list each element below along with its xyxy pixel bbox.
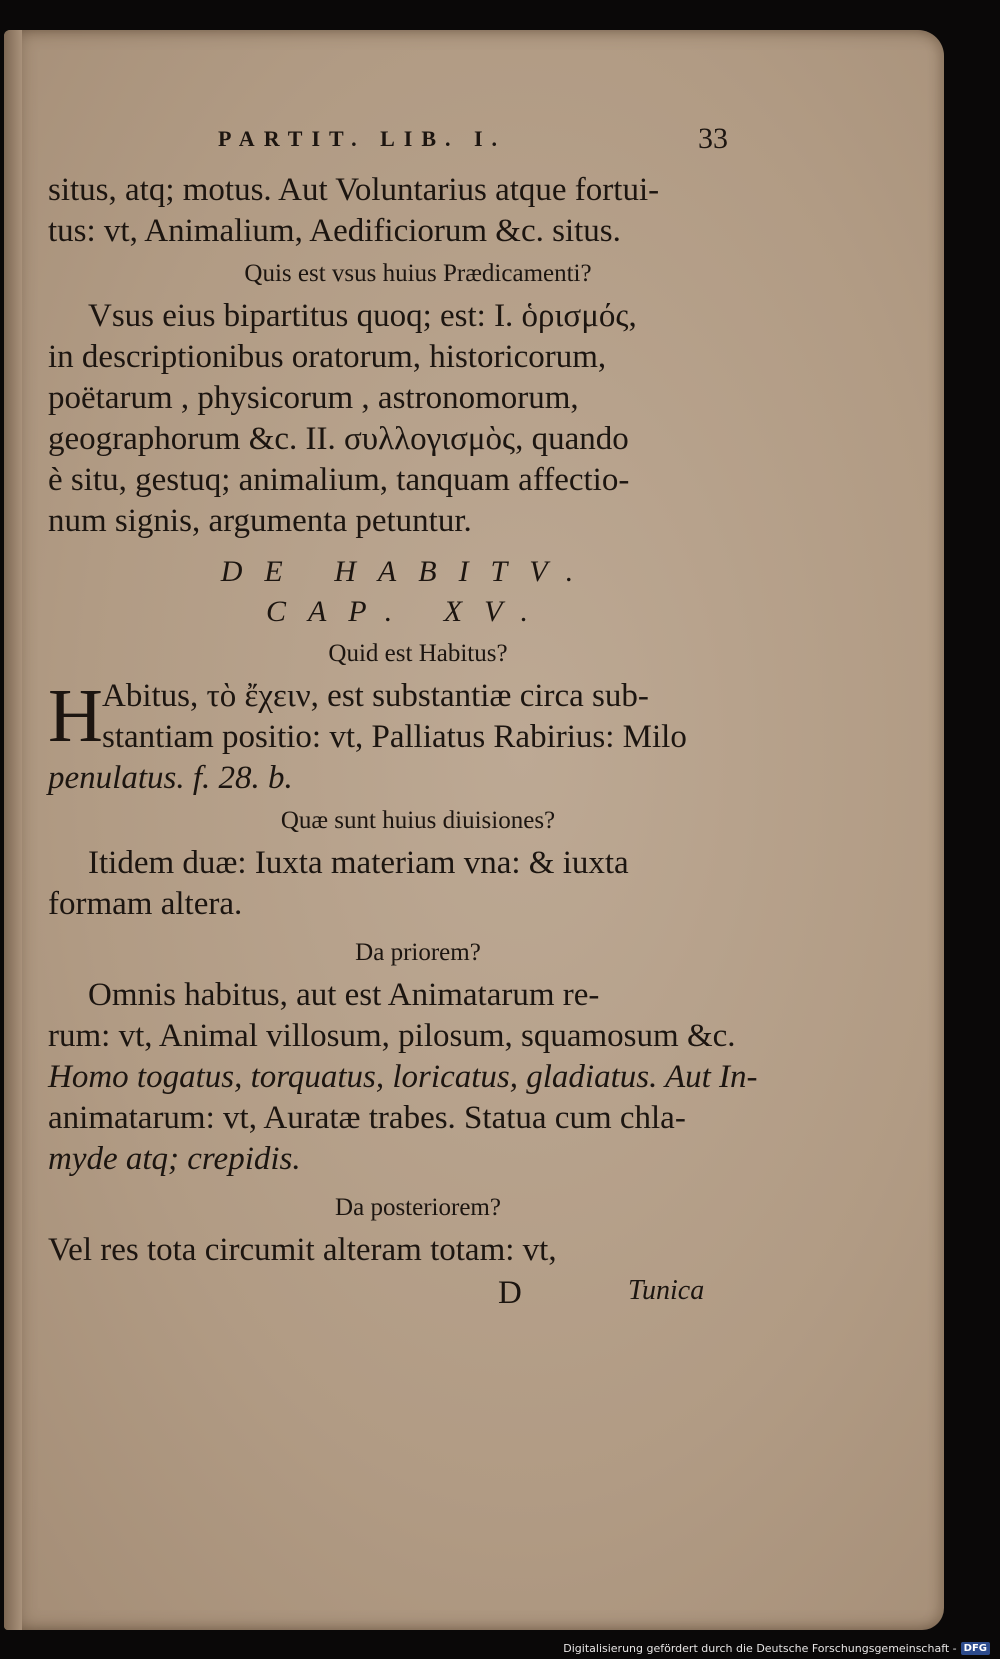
text-line-17: animatarum: vt, Auratæ trabes. Statua cum chla- [48, 1100, 686, 1136]
signature-mark: D [498, 1275, 522, 1311]
chapter-heading: CAP. XV. [265, 595, 551, 628]
text-line-7: è situ, gestuq; animalium, tanquam affectio- [48, 462, 630, 498]
text-line-14: Omnis habitus, aut est Animatarum re- [88, 977, 600, 1013]
text-line-1: situs, atq; motus. Aut Voluntarius atque fortui- [48, 172, 660, 208]
page-number: 33 [698, 122, 728, 155]
question-diuisiones: Quæ sunt huius diuisiones? [280, 807, 556, 834]
text-line-3: Vsus eius bipartitus quoq; est: I. ὁρισμός, [88, 298, 637, 334]
dropcap-paragraph [48, 676, 768, 758]
page-spine-shadow [4, 30, 22, 1630]
text-line-4: in descriptionibus oratorum, historicorum, [48, 339, 607, 375]
text-line-15: rum: vt, Animal villosum, pilosum, squamosum &c. [48, 1018, 736, 1054]
question-posteriorem: Da posteriorem? [335, 1194, 501, 1221]
text-line-9: Abitus, τὸ ἔχειν, est substantiæ circa sub- [102, 678, 649, 714]
text-block [48, 112, 768, 1319]
question-priorem: Da priorem? [355, 939, 481, 966]
text-line-12: Itidem duæ: Iuxta materiam vna: & iuxta [88, 845, 629, 881]
text-line-16: Homo togatus, torquatus, loricatus, gladiatus. Aut In- [48, 1059, 758, 1095]
catchword: Tunica [628, 1275, 705, 1306]
section-heading: DE HABITV. [220, 555, 596, 588]
text-line-13: formam altera. [48, 886, 243, 922]
text-line-8: num signis, argumenta petuntur. [48, 503, 472, 539]
question-usus: Quis est vsus huius Prædicamenti? [244, 260, 592, 287]
text-line-10: stantiam positio: vt, Palliatus Rabirius: Milo [102, 719, 687, 755]
text-line-11: penulatus. f. 28. b. [48, 760, 293, 796]
text-line-5: poëtarum , physicorum , astronomorum, [48, 380, 579, 416]
digitization-footer [563, 1642, 990, 1655]
drop-capital: H [48, 674, 103, 758]
question-habitus: Quid est Habitus? [328, 640, 508, 667]
text-line-18: myde atq; crepidis. [48, 1141, 301, 1177]
text-line-2: tus: vt, Animalium, Aedificiorum &c. situs. [48, 213, 621, 249]
book-page [4, 30, 944, 1630]
footer-text: Digitalisierung gefördert durch die Deutsche Forschungsgemeinschaft - [563, 1642, 957, 1655]
dfg-logo: DFG [961, 1642, 990, 1655]
text-line-19: Vel res tota circumit alteram totam: vt, [48, 1232, 557, 1268]
text-line-6: geographorum &c. II. συλλογισμὸς, quando [48, 421, 629, 457]
running-title: PARTIT. LIB. I. [218, 126, 507, 151]
signature-line [48, 1275, 768, 1319]
page-header [48, 122, 768, 170]
